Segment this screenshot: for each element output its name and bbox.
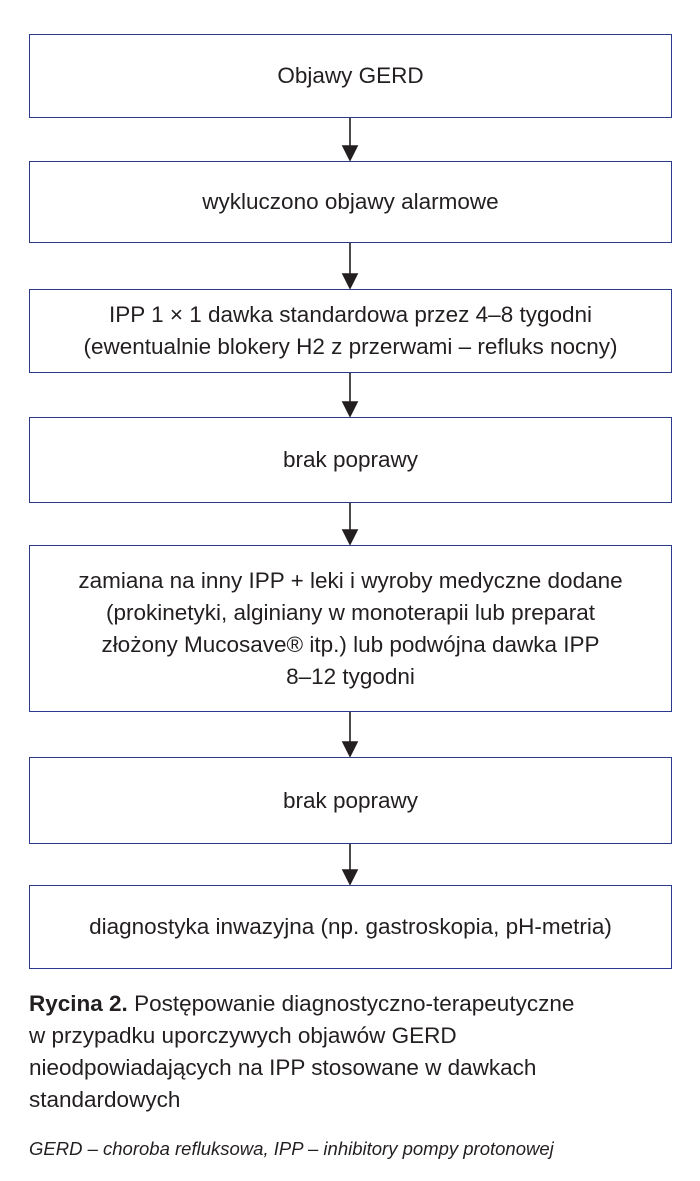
step-gerd-symptoms — [29, 34, 672, 118]
caption-text: nieodpowiadających na IPP stosowane w dawkach — [29, 1055, 537, 1080]
figure-caption — [29, 988, 679, 1116]
caption-text: standardowych — [29, 1087, 181, 1112]
step-text: (prokinetyki, alginiany w monoterapii lub preparat — [105, 599, 595, 625]
caption-text: w przypadku uporczywych objawów GERD — [29, 1023, 457, 1048]
step-text: brak poprawy — [282, 447, 419, 472]
step-text: (ewentualnie blokery H2 z przerwami – refluks nocny) — [83, 334, 618, 359]
caption-text: Postępowanie diagnostyczno-terapeutyczne — [127, 991, 575, 1016]
step-switch-ppi — [29, 545, 672, 712]
step-no-improvement-1 — [29, 417, 672, 503]
step-text: złożony Mucosave® itp.) lub podwójna dawka IPP — [101, 631, 600, 657]
abbreviation-legend: GERD – choroba refluksowa, IPP – inhibitory pompy protonowej — [29, 1138, 554, 1159]
step-invasive-diagnostics — [29, 885, 672, 969]
arrowhead-4 — [343, 530, 357, 544]
step-text: IPP 1 × 1 dawka standardowa przez 4–8 tygodni — [108, 302, 593, 327]
arrowhead-3 — [343, 402, 357, 416]
arrowhead-2 — [343, 274, 357, 288]
step-text: brak poprawy — [282, 787, 419, 813]
step-alarm-symptoms-excluded — [29, 161, 672, 243]
step-text: zamiana na inny IPP + leki i wyroby medyczne dodane — [78, 567, 623, 593]
step-no-improvement-2 — [29, 757, 672, 844]
step-text: Objawy GERD — [277, 63, 424, 88]
step-text: wykluczono objawy alarmowe — [202, 189, 499, 214]
arrowhead-5 — [343, 742, 357, 756]
step-text: 8–12 tygodni — [286, 663, 415, 689]
caption-label: Rycina 2. — [29, 991, 128, 1016]
arrowhead-1 — [343, 146, 357, 160]
arrowhead-6 — [343, 870, 357, 884]
step-text: diagnostyka inwazyjna (np. gastroskopia, pH-metria) — [89, 914, 612, 939]
step-ppi-standard-dose — [29, 289, 672, 373]
